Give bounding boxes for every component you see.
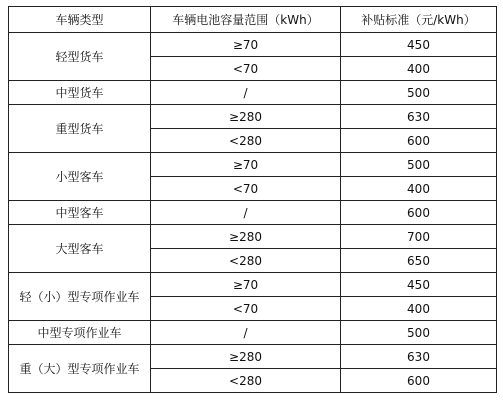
vehicle-type-cell: 中型客车 <box>9 201 151 225</box>
battery-range-cell: ≥70 <box>151 153 341 177</box>
battery-range-cell: <70 <box>151 177 341 201</box>
table-header <box>9 7 497 33</box>
subsidy-cell: 630 <box>341 105 497 129</box>
battery-range-cell: <70 <box>151 57 341 81</box>
vehicle-type-cell: 小型客车 <box>9 153 151 201</box>
subsidy-cell: 450 <box>341 273 497 297</box>
table-row <box>9 201 497 225</box>
subsidy-cell: 500 <box>341 81 497 105</box>
battery-range-cell: <280 <box>151 129 341 153</box>
table-row <box>9 33 497 57</box>
battery-range-cell: <280 <box>151 369 341 393</box>
subsidy-cell: 500 <box>341 153 497 177</box>
subsidy-cell: 450 <box>341 33 497 57</box>
battery-range-cell: / <box>151 201 341 225</box>
battery-range-cell: / <box>151 81 341 105</box>
vehicle-type-cell: 中型货车 <box>9 81 151 105</box>
vehicle-type-cell: 轻型货车 <box>9 33 151 81</box>
battery-range-cell: ≥280 <box>151 345 341 369</box>
subsidy-cell: 500 <box>341 321 497 345</box>
table-row <box>9 273 497 297</box>
subsidy-cell: 630 <box>341 345 497 369</box>
vehicle-type-cell: 重（大）型专项作业车 <box>9 345 151 393</box>
subsidy-cell: 600 <box>341 369 497 393</box>
subsidy-cell: 700 <box>341 225 497 249</box>
header-row <box>9 7 497 33</box>
battery-range-cell: ≥280 <box>151 105 341 129</box>
battery-range-cell: <70 <box>151 297 341 321</box>
battery-range-cell: ≥70 <box>151 273 341 297</box>
subsidy-cell: 600 <box>341 201 497 225</box>
vehicle-type-cell: 轻（小）型专项作业车 <box>9 273 151 321</box>
battery-range-cell: ≥70 <box>151 33 341 57</box>
header-battery-range: 车辆电池容量范围（kWh） <box>151 7 341 33</box>
battery-range-cell: / <box>151 321 341 345</box>
battery-range-cell: <280 <box>151 249 341 273</box>
subsidy-table <box>8 6 497 393</box>
subsidy-cell: 600 <box>341 129 497 153</box>
table-row <box>9 225 497 249</box>
subsidy-cell: 400 <box>341 297 497 321</box>
table-row <box>9 153 497 177</box>
header-vehicle-type: 车辆类型 <box>9 7 151 33</box>
vehicle-type-cell: 重型货车 <box>9 105 151 153</box>
table-row <box>9 345 497 369</box>
table-row <box>9 321 497 345</box>
subsidy-cell: 400 <box>341 177 497 201</box>
table-row <box>9 105 497 129</box>
battery-range-cell: ≥280 <box>151 225 341 249</box>
table-row <box>9 81 497 105</box>
subsidy-cell: 400 <box>341 57 497 81</box>
header-subsidy-standard: 补贴标准（元/kWh） <box>341 7 497 33</box>
vehicle-type-cell: 大型客车 <box>9 225 151 273</box>
table-body <box>9 33 497 393</box>
vehicle-type-cell: 中型专项作业车 <box>9 321 151 345</box>
subsidy-cell: 650 <box>341 249 497 273</box>
